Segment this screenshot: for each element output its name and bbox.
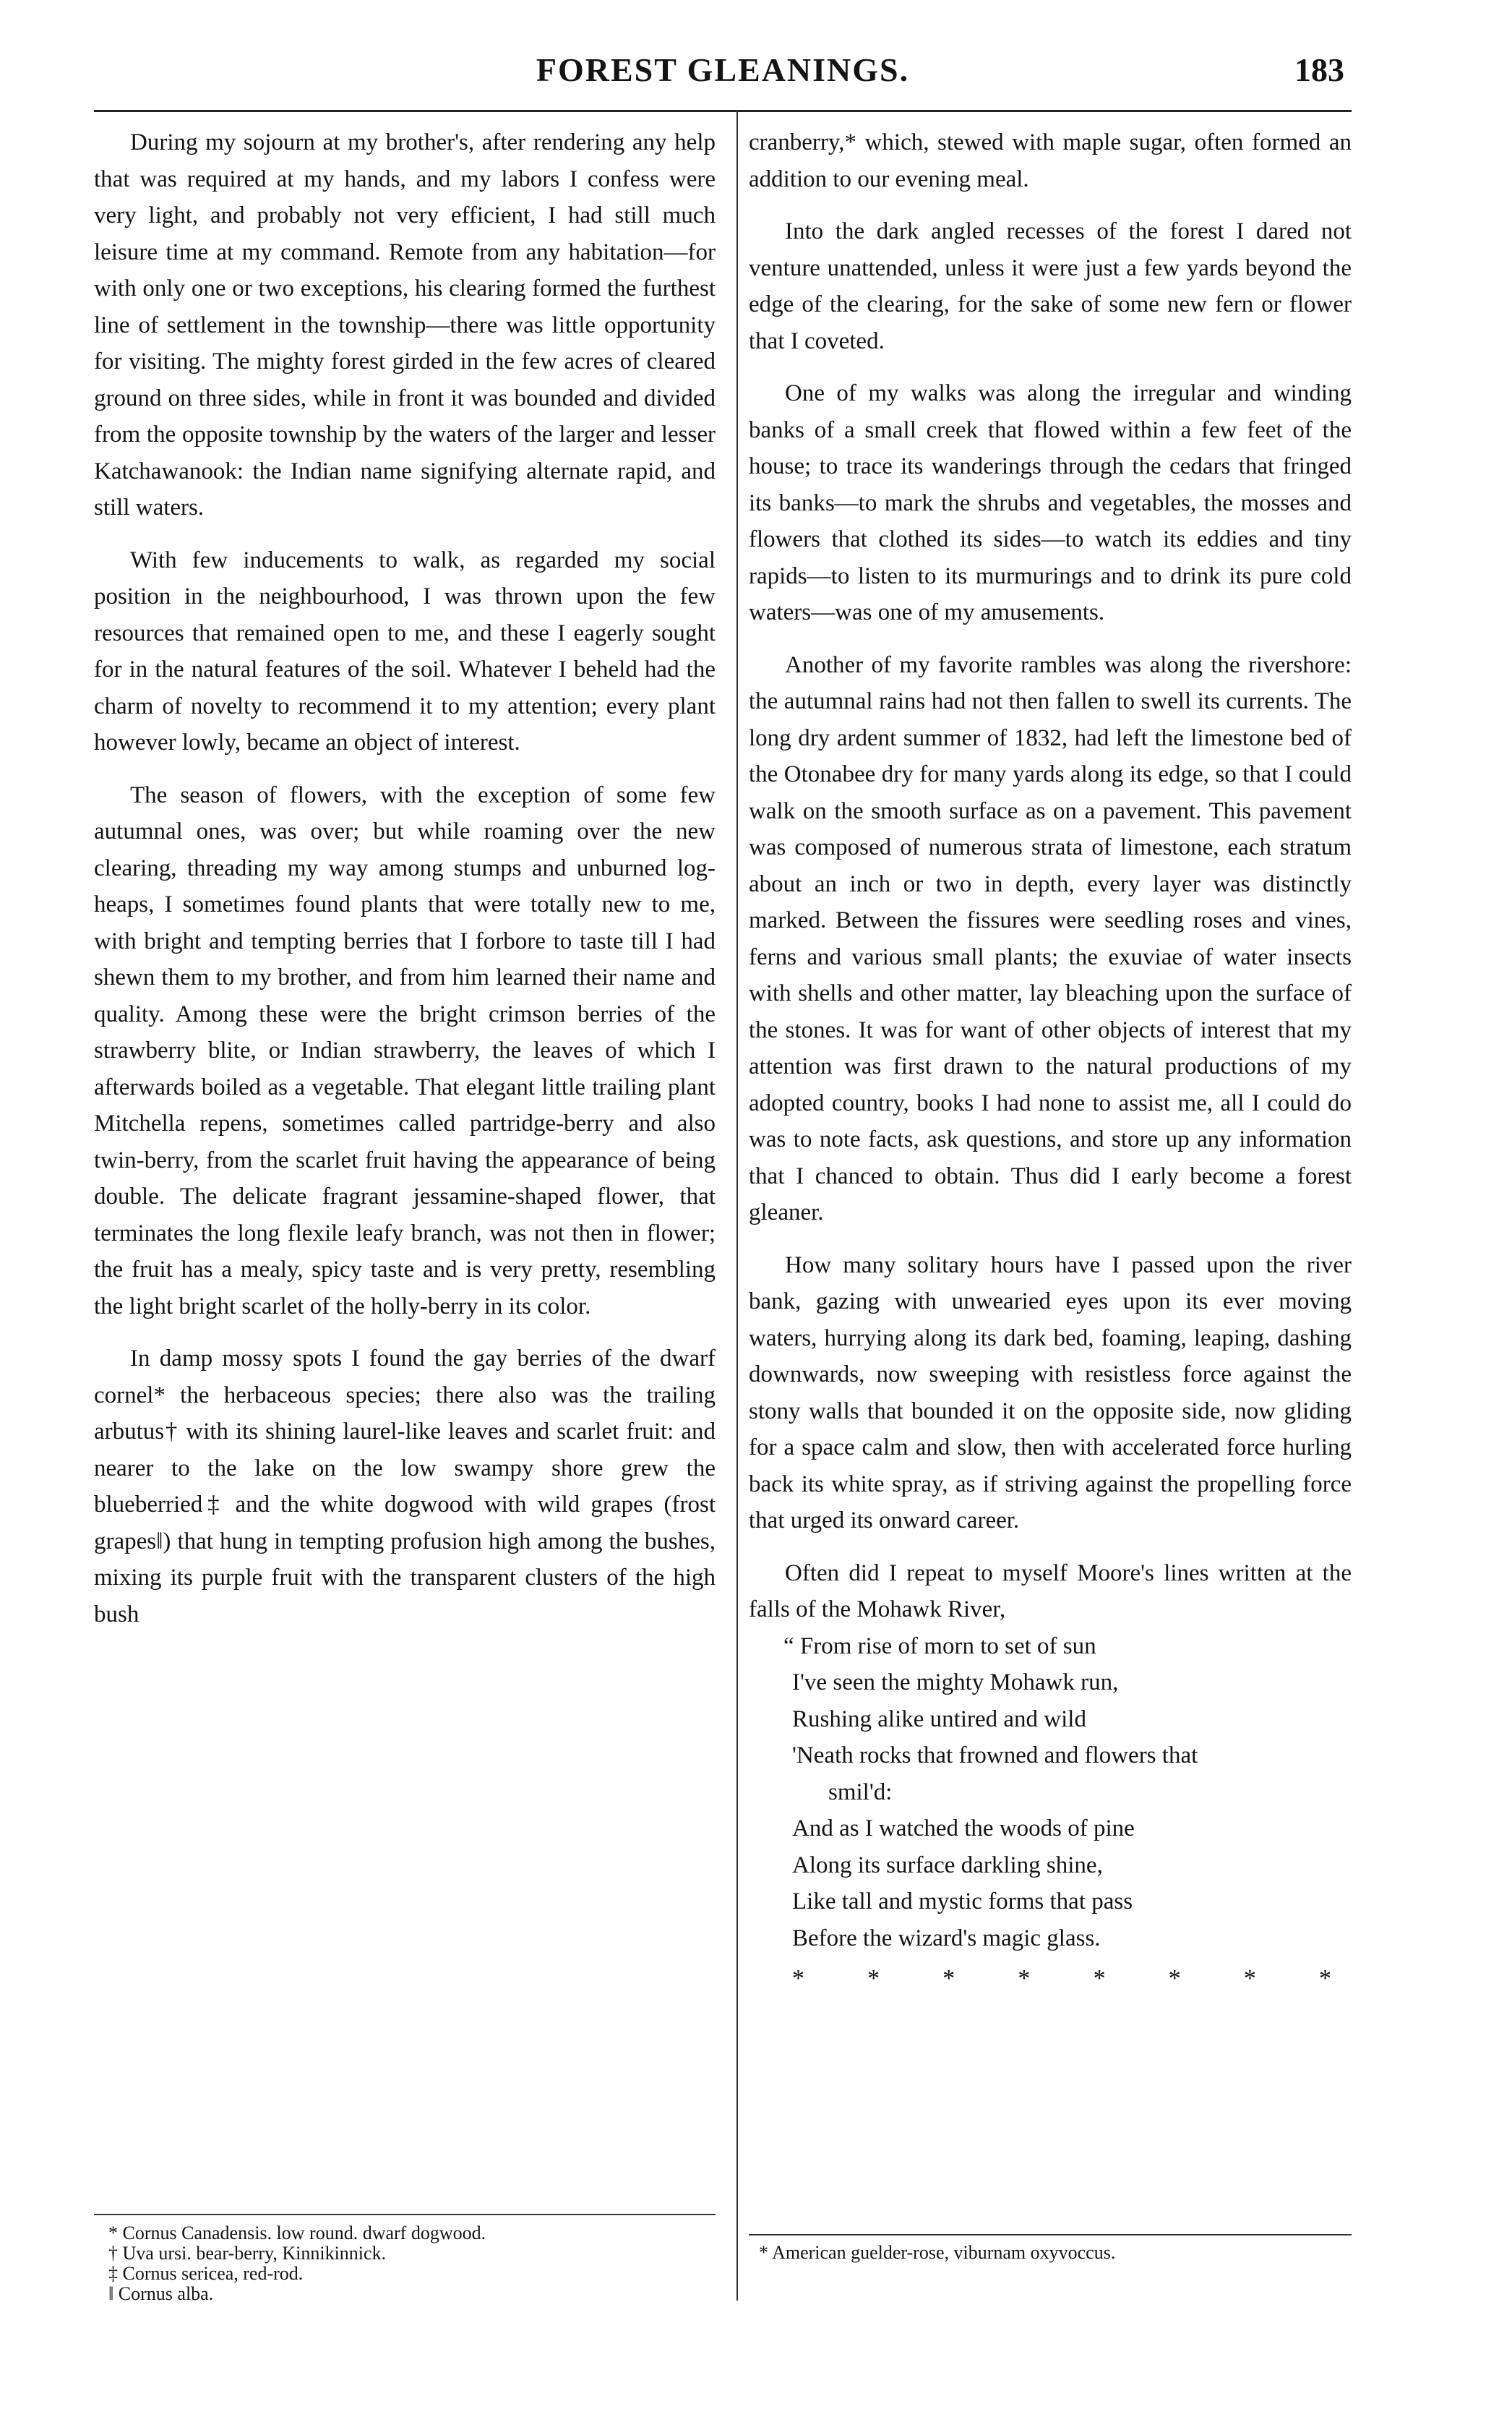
paragraph: During my sojourn at my brother's, after rendering any help that was required at my hands, and my labors I confess were very light, and probably not very efficient, I had still much leisure time at my command. Remote from any habitation—for with only one or two exceptions, his clearing formed the furthest line of settlement in the township—there was little opportunity for visiting. The mighty forest girded in the few acres of cleared ground on three sides, while in front it was bounded and divided from the opposite township by the waters of the larger and lesser Katchawanook: the Indian name signifying alternate rapid, and still waters.	[94, 129, 716, 521]
poem-line: Like tall and mystic forms that pass	[792, 1888, 1133, 1914]
footnote-rule-left	[94, 2214, 716, 2215]
footnotes-left	[108, 2223, 486, 2304]
star: *	[1093, 1965, 1106, 1992]
paragraph: With few inducements to walk, as regarded my social position in the neighbourhood, I was thrown upon the few resources that remained open to me, and these I eagerly sought for in the natural features of the soil. Whatever I beheld had the charm of novelty to recommend it to my attention; every plant however lowly, became an object of interest.	[94, 547, 716, 756]
footnotes-right	[759, 2243, 1115, 2263]
paragraph: How many solitary hours have I passed upon the river bank, gazing with unwearied eyes upon its ever moving waters, hurrying along its dark bed, foaming, leaping, dashing downwards, now sweeping with resistless force against the stony walls that bounded it on the opposite side, now gliding for a space calm and slow, then with accelerated force hurling back its white spray, as if striving against the propelling force that urged its onward career.	[749, 1251, 1352, 1533]
star: *	[867, 1965, 880, 1992]
page-title: FOREST GLEANINGS.	[536, 51, 910, 88]
poem-line: “ From rise of morn to set of sun	[783, 1633, 1096, 1659]
star: *	[942, 1965, 955, 1992]
star: *	[1018, 1965, 1031, 1992]
paragraph: Another of my favorite rambles was along the rivershore: the autumnal rains had not then fallen to swell its currents. The long dry ardent summer of 1832, had left the limestone bed of the Otonabee dry for many yards along its edge, so that I could walk on the smooth surface as on a pavement. This pavement was composed of numerous strata of limestone, each stratum about an inch or two in depth, every layer was distinctly marked. Between the fissures were seedling roses and vines, ferns and various small plants; the exuviae of water insects with shells and other matter, lay bleaching upon the surface of the stones. It was for want of other objects of interest that my attention was first drawn to the natural productions of my adopted country, books I had none to assist me, all I could do was to note facts, ask questions, and store up any information that I chanced to obtain. Thus did I early become a forest gleaner.	[749, 651, 1352, 1225]
right-column	[749, 124, 1352, 2001]
poem-line: I've seen the mighty Mohawk run,	[792, 1669, 1119, 1695]
paragraph: In damp mossy spots I found the gay berries of the dwarf cornel* the herbaceous species; there also was the trailing arbutus† with its shining laurel-like leaves and scarlet fruit: and nearer to the lake on the low swampy shore grew the blueberried‡ and the white dogwood with wild grapes (frost grapes‖) that hung in tempting profusion high among the bushes, mixing its purple fruit with the transparent clusters of the high bush	[94, 1345, 716, 1627]
footnote: ‖ Cornus alba.	[108, 2283, 214, 2304]
star: *	[1168, 1965, 1181, 1992]
footnote: * Cornus Canadensis. low round. dwarf dogwood.	[108, 2222, 486, 2243]
paragraph: Into the dark angled recesses of the forest I dared not venture unattended, unless it were just a few yards beyond the edge of the clearing, for the sake of some new fern or flower that I coveted.	[749, 218, 1352, 354]
poem-line: smil'd:	[828, 1779, 893, 1805]
asterism	[749, 1961, 1352, 1998]
poem-line: 'Neath rocks that frowned and flowers that	[792, 1742, 1198, 1768]
page-number: 183	[1294, 51, 1344, 88]
poem-line: Along its surface darkling shine,	[792, 1852, 1103, 1878]
poem-line: And as I watched the woods of pine	[792, 1815, 1135, 1841]
paragraph: One of my walks was along the irregular and winding banks of a small creek that flowed within a few feet of the house; to trace its wanderings through the cedars that fringed its banks—to mark the shrubs and vegetables, the mosses and flowers that clothed its sides—to watch its eddies and tiny rapids—to listen to its murmurings and to drink its pure cold waters—was one of my amusements.	[749, 380, 1352, 625]
footnote: † Uva ursi. bear-berry, Kinnikinnick.	[108, 2243, 387, 2264]
running-header	[94, 30, 1352, 112]
poem-line: Rushing alike untired and wild	[792, 1706, 1086, 1732]
column-divider	[736, 110, 738, 2301]
footnote: * American guelder-rose, viburnam oxyvoccus.	[759, 2242, 1116, 2263]
left-column	[94, 124, 716, 1648]
star: *	[1243, 1965, 1256, 1992]
poem-line: Before the wizard's magic glass.	[792, 1925, 1101, 1951]
poem-quotation	[749, 1628, 1352, 1998]
paragraph: The season of flowers, with the exception of some few autumnal ones, was over; but while roaming over the new clearing, threading my way among stumps and unburned log-heaps, I sometimes found plants that were totally new to me, with bright and tempting berries that I forbore to taste till I had shewn them to my brother, and from him learned their name and quality. Among these were the bright crimson berries of the strawberry blite, or Indian strawberry, the leaves of which I afterwards boiled as a vegetable. That elegant little trailing plant Mitchella repens, sometimes called partridge-berry and also twin-berry, from the scarlet fruit having the appearance of being double. The delicate fragrant jessamine-shaped flower, that terminates the long flexile leafy branch, was not then in flower; the fruit has a mealy, spicy taste and is very pretty, resembling the light bright scarlet of the holly-berry in its color.	[94, 782, 716, 1319]
star: *	[792, 1965, 804, 1992]
footnote-rule-right	[749, 2234, 1352, 2235]
paragraph: Often did I repeat to myself Moore's lines written at the falls of the Mohawk River,	[749, 1559, 1352, 1622]
paragraph: cranberry,* which, stewed with maple sugar, often formed an addition to our evening meal.	[749, 129, 1352, 192]
star: *	[1318, 1965, 1331, 1992]
footnote: ‡ Cornus sericea, red-rod.	[108, 2263, 304, 2284]
